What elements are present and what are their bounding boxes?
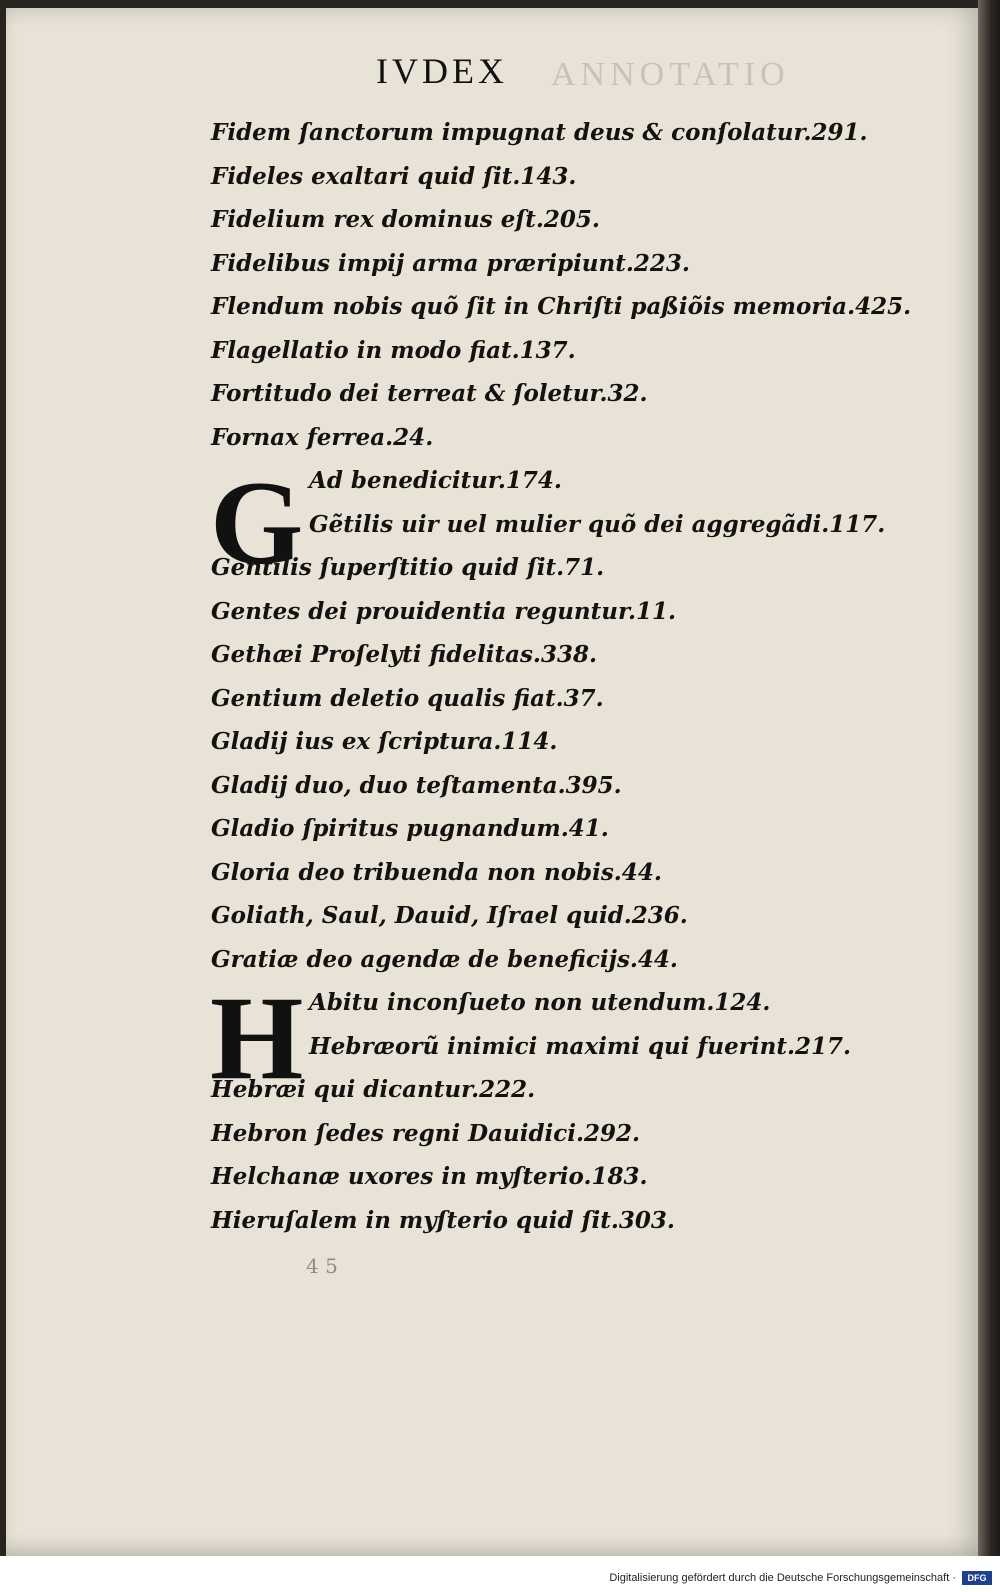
index-entry: Helchanæ uxores in myſterio.183. (211, 1163, 648, 1190)
index-entry: Gladij duo, duo teſtamenta.395. (211, 771, 622, 799)
dfg-logo: DFG (962, 1571, 992, 1585)
index-entry: Gentium deletio qualis fiat.37. (211, 684, 604, 712)
index-entry: Gladij ius ex ſcriptura.114. (211, 728, 558, 755)
index-entry: Fidem ſanctorum impugnat deus & conſolatur.291. (211, 119, 868, 146)
index-entry: Gentes dei prouidentia reguntur.11. (211, 597, 677, 625)
footer-bar (0, 1556, 1000, 1592)
book-page (6, 8, 986, 1556)
index-entries (211, 111, 911, 1242)
index-entry: Fidelium rex dominus eſt.205. (211, 206, 600, 233)
index-entry: Hebræi qui dicantur.222. (211, 1076, 536, 1103)
index-entry: Hieruſalem in myſterio quid ſit.303. (211, 1206, 675, 1234)
index-entry: Gẽtilis uir uel mulier quõ dei aggregãdi.117. (309, 510, 886, 538)
page-marks: 4 5 (306, 1254, 338, 1278)
index-entry: Fortitudo dei terreat & ſoletur.32. (211, 380, 648, 407)
index-entry: Gratiæ deo agendæ de beneficijs.44. (211, 945, 678, 973)
index-entry: Gloria deo tribuenda non nobis.44. (211, 858, 662, 886)
index-entry: Gethæi Proſelyti fidelitas.338. (211, 641, 597, 668)
index-entry: Fornax ferrea.24. (211, 423, 434, 451)
index-entry: Abitu inconſueto non utendum.124. (309, 989, 771, 1016)
index-entry: Fidelibus impij arma præripiunt.223. (211, 249, 690, 277)
index-entry: Gentilis ſuperſtitio quid ſit.71. (211, 554, 605, 581)
drop-cap-h: H (210, 971, 304, 1104)
book-edge (978, 0, 1000, 1556)
index-entry: Fideles exaltari quid ſit.143. (211, 162, 577, 190)
index-entry: Hebræorũ inimici maximi qui fuerint.217. (309, 1032, 851, 1060)
index-entry: Goliath, Saul, Dauid, Iſrael quid.236. (211, 902, 688, 929)
index-entry: Hebron ſedes regni Dauidici.292. (211, 1119, 641, 1147)
index-entry: Gladio ſpiritus pugnandum.41. (211, 815, 609, 842)
index-entry: Flagellatio in modo fiat.137. (211, 336, 576, 364)
facing-page-bleed-text: ANNOTATIO (551, 56, 790, 93)
page-header: IVDEX (376, 51, 508, 91)
drop-cap-g: G (210, 456, 304, 589)
index-entry: Flendum nobis quõ ſit in Chriſti paßiõis memoria.425. (211, 293, 912, 320)
index-entry: Ad benedicitur.174. (309, 467, 562, 494)
digitization-credit: Digitalisierung gefördert durch die Deutsche Forschungsgemeinschaft · (609, 1572, 956, 1584)
